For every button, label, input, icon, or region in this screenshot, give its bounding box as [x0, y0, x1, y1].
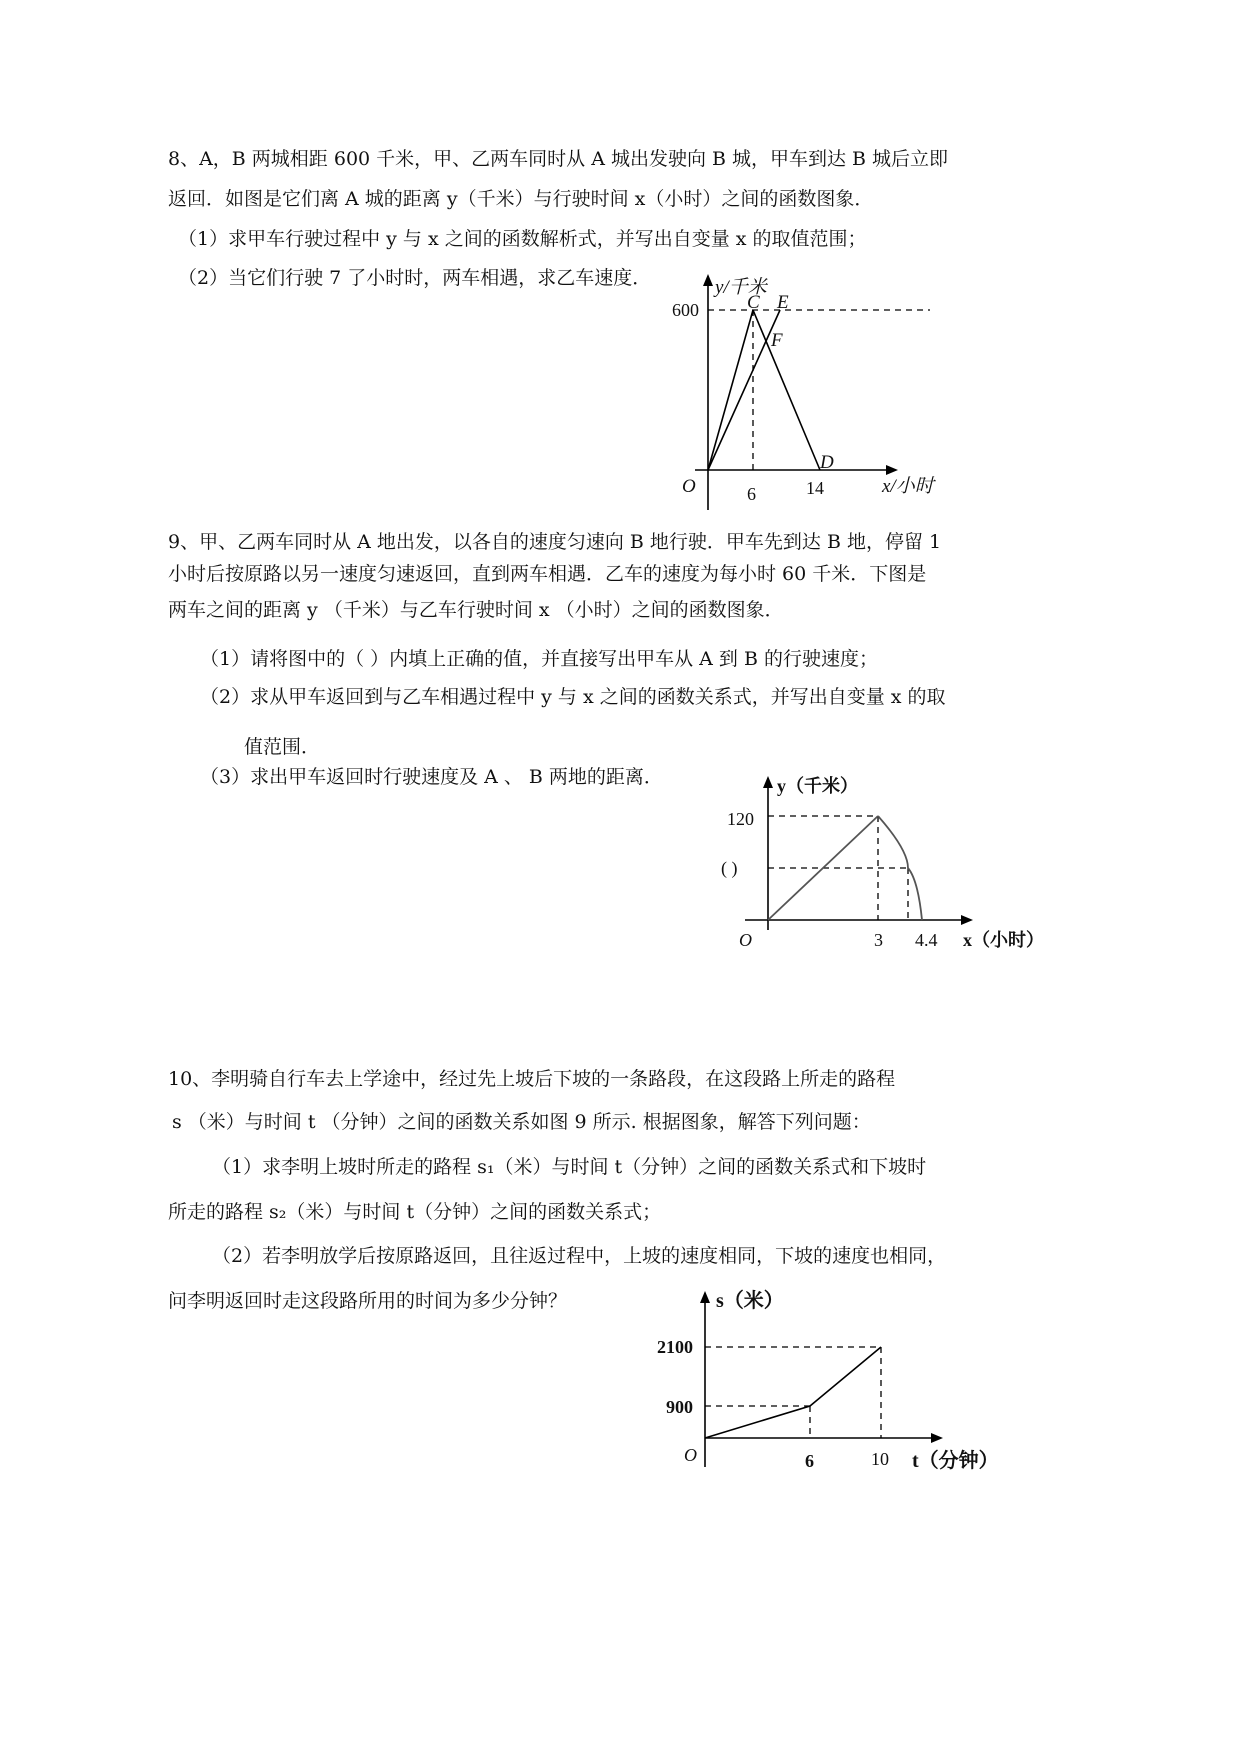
q9-part2: （2）求从甲车返回到与乙车相遇过程中 y 与 x 之间的函数关系式，并写出自变量 x 的取	[200, 686, 946, 708]
q10-y-arrow	[700, 1291, 710, 1303]
q9-x-arrow	[961, 915, 973, 925]
q8-part1: （1）求甲车行驶过程中 y 与 x 之间的函数解析式，并写出自变量 x 的取值范围；	[178, 228, 867, 250]
q10-origin: O	[684, 1445, 697, 1465]
q8-graph	[660, 270, 950, 520]
q10-part1: （1）求李明上坡时所走的路程 s₁（米）与时间 t（分钟）之间的函数关系式和下坡时	[212, 1156, 927, 1178]
q10-ylabel: s（米）	[716, 1290, 784, 1312]
q10-part2: （2）若李明放学后按原路返回，且往返过程中，上坡的速度相同，下坡的速度也相同，	[212, 1245, 947, 1267]
q9-graph	[715, 770, 1055, 960]
q10-xtick-10: 10	[871, 1449, 889, 1469]
q8-part2: （2）当它们行驶 7 了小时时，两车相遇，求乙车速度．	[178, 267, 652, 289]
q9-y-arrow	[763, 776, 773, 788]
q10-ytick-900: 900	[666, 1397, 693, 1417]
q10-x-arrow	[931, 1433, 943, 1443]
q8-y-arrow	[703, 274, 713, 286]
q9-part3: （3）求出甲车返回时行驶速度及 A 、 B 两地的距离．	[200, 766, 663, 788]
q8-line1: 8、A，B 两城相距 600 千米，甲、乙两车同时从 A 城出发驶向 B 城，甲车到达 B 城后立即	[168, 148, 949, 170]
q9-ylabel: y（千米）	[777, 776, 858, 796]
q8-point-D: D	[820, 452, 834, 473]
q9-origin: O	[739, 930, 752, 950]
q9-line3: 两车之间的距离 y （千米）与乙车行驶时间 x （小时）之间的函数图象．	[168, 599, 784, 621]
q8-line-OE	[708, 310, 780, 470]
q10-xtick-6: 6	[805, 1451, 814, 1471]
q10-graph	[650, 1285, 1010, 1485]
q8-ytick-600: 600	[672, 300, 699, 320]
q10-line-path	[705, 1347, 881, 1438]
q9-part1: （1）请将图中的（ ）内填上正确的值，并直接写出甲车从 A 到 B 的行驶速度；	[200, 648, 878, 670]
q9-xtick-3: 3	[874, 930, 883, 950]
q9-line1: 9、甲、乙两车同时从 A 地出发，以各自的速度匀速向 B 地行驶．甲车先到达 B 地，停留 1	[168, 531, 942, 553]
q8-line-OC	[708, 310, 753, 470]
q10-line1: 10、李明骑自行车去上学途中，经过先上坡后下坡的一条路段，在这段路上所走的路程	[168, 1068, 896, 1090]
q8-point-C: C	[747, 292, 760, 313]
q8-xlabel: x/小时	[882, 476, 934, 497]
q10-line2: s （米）与时间 t （分钟）之间的函数关系如图 9 所示. 根据图象，解答下列问题：	[172, 1111, 871, 1133]
q10-part1-cont: 所走的路程 s₂（米）与时间 t（分钟）之间的函数关系式；	[168, 1201, 662, 1223]
q10-xlabel: t（分钟）	[912, 1450, 999, 1472]
q8-line2: 返回．如图是它们离 A 城的距离 y（千米）与行驶时间 x（小时）之间的函数图象．	[168, 188, 874, 210]
q8-origin: O	[682, 476, 696, 497]
q10-ytick-2100: 2100	[657, 1337, 693, 1357]
q8-point-E: E	[777, 292, 789, 313]
q8-xtick-14: 14	[806, 478, 824, 498]
q9-xtick-44: 4.4	[915, 930, 938, 950]
q8-ylabel: y/千米	[715, 277, 767, 298]
q9-ytick-blank: ( )	[721, 858, 738, 878]
q8-x-arrow	[886, 465, 898, 475]
q8-line-CD	[753, 310, 820, 470]
q9-line2: 小时后按原路以另一速度匀速返回，直到两车相遇．乙车的速度为每小时 60 千米．下图是	[168, 563, 927, 585]
q9-xlabel: x（小时）	[963, 930, 1044, 950]
q8-point-F: F	[771, 330, 783, 351]
q8-xtick-6: 6	[747, 484, 756, 504]
q9-part2-cont: 值范围．	[244, 736, 321, 758]
q10-part2-cont: 问李明返回时走这段路所用的时间为多少分钟？	[168, 1290, 568, 1312]
q9-ytick-120: 120	[727, 809, 754, 829]
